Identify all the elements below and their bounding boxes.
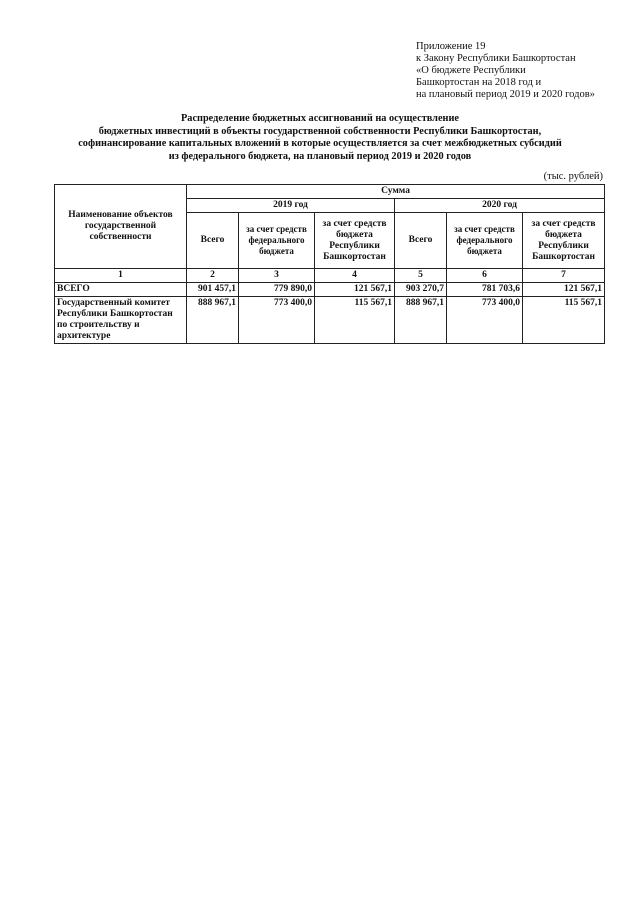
table-row-total <box>55 283 605 297</box>
value-2019-total: 901 457,1 <box>187 283 239 297</box>
document-title <box>40 113 600 163</box>
header-row-sum <box>55 185 605 199</box>
value-2020-regional: 115 567,1 <box>523 297 605 344</box>
value-2020-total: 888 967,1 <box>395 297 447 344</box>
value-2020-regional: 121 567,1 <box>523 283 605 297</box>
column-number: 6 <box>447 269 523 283</box>
header-2019-total: Всего <box>187 213 239 269</box>
table-row-committee <box>55 297 605 344</box>
value-2019-federal: 779 890,0 <box>239 283 315 297</box>
column-number: 1 <box>55 269 187 283</box>
annex-note <box>416 41 636 101</box>
annex-line: на плановый период 2019 и 2020 годов» <box>416 89 595 100</box>
header-2019-regional: за счет средств бюджета Республики Башкортостан <box>315 213 395 269</box>
annex-line: Приложение 19 <box>416 41 486 52</box>
header-year-2019: 2019 год <box>187 199 395 213</box>
column-number: 7 <box>523 269 605 283</box>
column-number: 2 <box>187 269 239 283</box>
title-line: софинансирование капитальных вложений в которые осуществляется за счет межбюджетных субсидий <box>78 138 562 149</box>
units-label: (тыс. рублей) <box>543 171 603 182</box>
header-sum: Сумма <box>187 185 605 199</box>
title-line: из федерального бюджета, на плановый период 2019 и 2020 годов <box>168 150 472 162</box>
value-2019-regional: 121 567,1 <box>315 283 395 297</box>
title-line: Распределение бюджетных ассигнований на осуществление <box>181 113 459 124</box>
header-2020-federal: за счет средств федерального бюджета <box>447 213 523 269</box>
value-2020-total: 903 270,7 <box>395 283 447 297</box>
budget-table <box>54 184 605 344</box>
value-2019-regional: 115 567,1 <box>315 297 395 344</box>
value-2019-federal: 773 400,0 <box>239 297 315 344</box>
row-name: Государственный комитет Республики Башкортостан по строительству и архитектуре <box>55 297 187 344</box>
title-line: бюджетных инвестиций в объекты государственной собственности Республики Башкортостан, <box>98 125 542 137</box>
header-year-2020: 2020 год <box>395 199 605 213</box>
annex-line: к Закону Республики Башкортостан <box>416 53 576 64</box>
annex-line: Башкортостан на 2018 год и <box>416 77 542 88</box>
row-name: ВСЕГО <box>55 283 187 297</box>
value-2019-total: 888 967,1 <box>187 297 239 344</box>
value-2020-federal: 773 400,0 <box>447 297 523 344</box>
header-2019-federal: за счет средств федерального бюджета <box>239 213 315 269</box>
column-number: 4 <box>315 269 395 283</box>
header-2020-regional: за счет средств бюджета Республики Башкортостан <box>523 213 605 269</box>
header-2020-total: Всего <box>395 213 447 269</box>
column-number: 3 <box>239 269 315 283</box>
header-name: Наименование объектов государственной собственности <box>55 185 187 269</box>
annex-line: «О бюджете Республики <box>416 65 526 76</box>
column-number: 5 <box>395 269 447 283</box>
value-2020-federal: 781 703,6 <box>447 283 523 297</box>
column-number-row <box>55 269 605 283</box>
